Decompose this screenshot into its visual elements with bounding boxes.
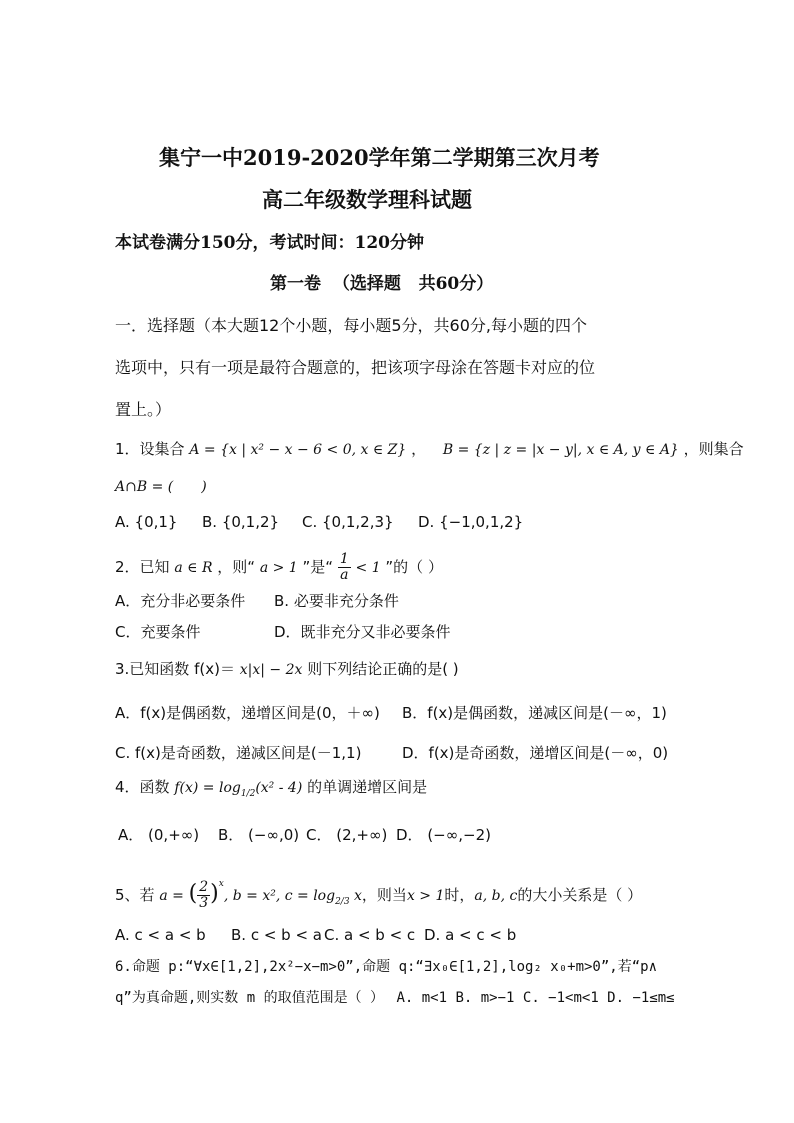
q2-frac-num: 1 [339,551,349,567]
q4-log-base: 1/2 [240,789,256,799]
part-title: 第一卷 （选择题 共60分） [270,274,494,294]
q3-option-b: B．f(x)是偶函数，递减区间是(－∞，1) [402,704,667,722]
question-5-stem [115,874,643,911]
q1-prefix: 1．设集合 [115,440,185,458]
q1-option-d: D. {−1,0,1,2} [418,513,524,531]
q5-rest: , b = x², c = log [223,888,336,904]
section-heading-line1: 一．选择题（本大题12个小题，每小题5分，共60分,每小题的四个 [115,316,587,335]
q2-mid2: ”是“ [302,558,334,576]
section-heading-line2: 选项中，只有一项是最符合题意的，把该项字母涂在答题卡对应的位 [115,358,596,377]
question-6-line2 [115,988,675,1008]
q2-frac-den: a [340,567,349,583]
q2-prefix: 2．已知 [115,558,170,576]
q4-option-c: C． (2,+∞) [306,826,388,844]
question-4-stem [115,777,427,804]
q5-rest2: x [349,888,362,904]
q3-formula: x|x| − 2x [239,662,303,678]
q2-option-d: D．既非充分又非必要条件 [274,623,451,641]
q2-fraction [338,552,351,583]
q5-cond: x > 1 [406,888,445,904]
q5-option-c: C. a < b < c [324,926,416,944]
question-1-line2: A∩B = ( ) [115,479,207,495]
q1-option-a: A. {0,1} [115,513,178,531]
question-2-stem [115,552,443,583]
q2-cond: a ∈ R [174,560,213,576]
q1-sep: ， [411,440,427,458]
q2-p2: < 1 [355,560,381,576]
q3-option-c: C. f(x)是奇函数，递减区间是(－1,1) [115,744,362,762]
q5-mid: ，则当 [361,886,407,904]
q4-option-a: A． (0,+∞) [118,826,200,844]
q3-option-d: D．f(x)是奇函数，递增区间是(－∞，0) [402,744,669,762]
q2-option-b: B. 必要非充分条件 [274,592,399,610]
question-3-stem [115,659,459,680]
q5-paren-close: ) [210,881,219,906]
q5-exponent: x [218,879,224,889]
q1-option-b: B. {0,1,2} [202,513,280,531]
exam-title: 集宁一中2019-2020学年第二学期第三次月考 [159,145,600,170]
q3-option-a: A．f(x)是偶函数，递增区间是(0，＋∞) [115,704,380,722]
q3-suffix: 则下列结论正确的是( ) [307,660,459,678]
q1-set-b: B = {z | z = |x − y|, x ∈ A, y ∈ A} [442,442,679,458]
q5-prefix: 5、若 [115,886,155,904]
q5-frac-num: 2 [199,879,209,895]
q5-a-eq: a = [159,888,184,904]
q5-suffix: 的大小关系是（ ） [517,886,643,904]
q2-option-a: A．充分非必要条件 [115,592,246,610]
q5-mid2: 时， [444,886,475,904]
q5-fraction [197,880,210,911]
question-1-stem [115,439,744,460]
q4-option-d: D． (−∞,−2) [396,826,491,844]
q6-options: A. m<1 B. m>−1 C. −1<m<1 D. −1≤m≤ [396,990,675,1006]
q2-option-c: C．充要条件 [115,623,201,641]
section-heading-line3: 置上。） [115,400,172,419]
q4-suffix: 的单调递增区间是 [307,778,428,796]
q1-option-c: C. {0,1,2,3} [302,513,394,531]
exam-info: 本试卷满分150分，考试时间：120分钟 [115,233,424,253]
q2-p1: a > 1 [259,560,298,576]
q4-arg: (x² - 4) [255,780,303,796]
q4-prefix: 4．函数 [115,778,170,796]
q5-option-d: D. a < c < b [424,926,517,944]
q5-paren-open: ( [188,881,198,906]
q1-set-a: A = {x | x² − x − 6 < 0, x ∈ Z} [189,442,407,458]
q5-vars: a, b, c [474,888,518,904]
q4-option-b: B． (−∞,0) [218,826,300,844]
q2-mid: ，则“ [217,558,256,576]
q3-prefix: 3.已知函数 f(x)＝ [115,660,235,678]
q5-option-b: B. c < b < a [231,926,322,944]
q1-suffix: ，则集合 [683,440,744,458]
q5-log-base: 2/3 [335,897,350,907]
q6-stem: q”为真命题,则实数 m 的取值范围是（ ） [115,990,385,1006]
q5-option-a: A. c < a < b [115,926,206,944]
q4-formula: f(x) = log [174,780,241,796]
question-6-line1: 6.命题 p:“∀x∈[1,2],2x²−x−m>0”,命题 q:“∃x₀∈[1,2],log₂ x₀+m>0”,若“p∧ [115,959,658,975]
q2-suffix: ”的（ ） [385,558,443,576]
q5-frac-den: 3 [199,895,209,911]
exam-subtitle: 高二年级数学理科试题 [262,187,472,212]
